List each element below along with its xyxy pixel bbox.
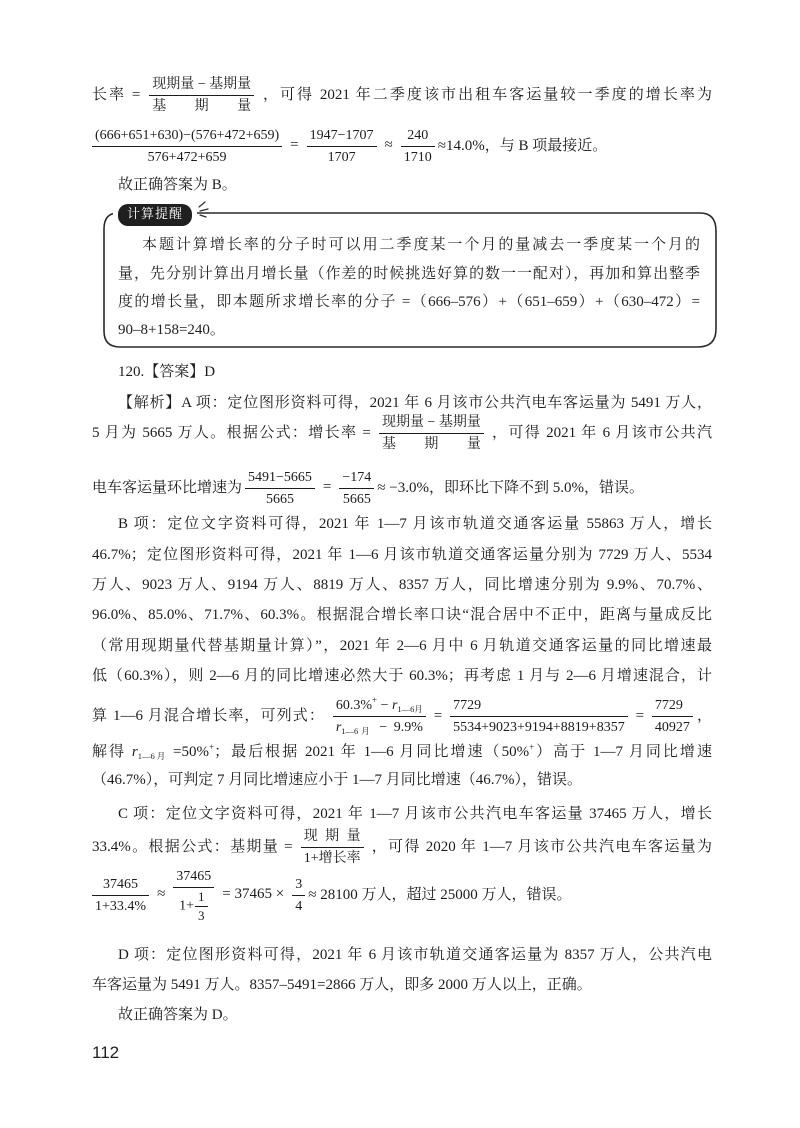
fraction-numerator: [333, 696, 426, 717]
fraction-denominator: [173, 888, 214, 924]
tip-line-text: 90–8+158=240。: [118, 322, 225, 338]
formula-denominator: 基期量: [381, 436, 481, 452]
option-c-calculation-line: [92, 862, 712, 928]
ratio-fraction-simplified: [652, 696, 693, 737]
formula-denominator: 基期量: [152, 98, 252, 114]
line-text: [92, 413, 712, 454]
line-text: [92, 126, 712, 167]
calc-fraction-2: [173, 867, 214, 924]
superscript-plus: +: [371, 694, 378, 705]
text-segment: −: [377, 697, 392, 713]
line-text: （常用现期量代替基期量计算）”，2021 年 2—6 月中 6 月轨道交通客运量的同比增速最: [92, 638, 712, 654]
ratio-fraction: [450, 696, 628, 737]
option-b-line: [118, 512, 712, 536]
fraction-denominator: 3: [198, 907, 205, 923]
line-text: 【解析】A 项：定位图形资料可得，2021 年 6 月该市公共汽电车客运量为 5491 万人，: [118, 395, 712, 411]
sparkle-icon: [199, 202, 208, 217]
tip-line-text: 量，先分别计算出月增长量（作差的时候挑选好算的数一一配对），再加和算出整季: [118, 266, 700, 282]
equals-sign: =: [290, 137, 299, 154]
q119-calculation-line: [92, 118, 712, 174]
subscript-months: 1—6月: [341, 725, 373, 736]
tip-line-text: 本题计算增长率的分子时可以用二季度某一个月的量减去一季度某一个月的: [142, 237, 700, 253]
superscript-plus: +: [529, 742, 535, 752]
text-segment: 60.3%: [335, 697, 372, 713]
fraction-denominator: 5665: [265, 491, 294, 507]
calc-fraction-2: [339, 468, 374, 509]
line-text: [92, 740, 712, 764]
option-b-line: [92, 664, 712, 688]
calc-fraction-1: [92, 126, 282, 167]
text-segment: ）高于 1—7 月同比增速: [534, 744, 712, 760]
calc-fraction-2: [307, 126, 377, 167]
text-segment: ，可得 2020 年 1—7 月该市公共汽电车客运量为: [371, 838, 713, 855]
text-segment: 5 月为 5665 万人。根据公式：增长率 =: [92, 424, 371, 441]
fraction-numerator: 1947−1707: [307, 126, 377, 147]
nested-fraction: [195, 889, 208, 924]
tip-line: [118, 290, 700, 314]
text-segment: 电车客运量环比增速为: [92, 479, 243, 496]
text-segment: 长率 =: [92, 86, 141, 103]
line-text: 万人、9023 万人、9194 万人、8819 万人、8357 万人，同比增速分别为 9.9%、70.7%、: [92, 577, 712, 593]
text-segment: ≈14.0%，与 B 项最接近。: [437, 137, 608, 154]
equals-sign: =: [322, 479, 332, 496]
option-b-line: [92, 573, 712, 597]
fraction-denominator: [333, 717, 426, 737]
calc-fraction-3: [292, 875, 305, 916]
formula-numerator: 现期量 − 基期量: [379, 413, 484, 434]
subscript-months: 1—6月: [397, 703, 423, 714]
option-b-line: [92, 543, 712, 567]
calc-fraction-1: [245, 468, 315, 509]
q120-heading: [118, 360, 712, 384]
formula-numerator: 现期量: [301, 827, 364, 848]
fraction-denominator: 576+472+659: [147, 149, 227, 165]
equals-sign: =: [433, 707, 443, 724]
fraction-numerator: 5491−5665: [245, 468, 315, 489]
superscript-plus: +: [209, 742, 215, 752]
option-b-mixed-rate-line: [92, 688, 712, 744]
page-number: 112: [92, 1043, 120, 1062]
formula-denominator: 1+增长率: [303, 850, 361, 866]
tip-label: 计算提醒: [118, 204, 192, 226]
formula-numerator: 现期量 − 基期量: [149, 75, 254, 96]
tip-label-wrapper: [113, 204, 197, 226]
line-text: （46.7%），可判定 7 月同比增速应小于 1—7 月同比增速（46.7%），错误。: [92, 772, 582, 788]
option-d-line: [92, 973, 712, 997]
fraction-numerator: 37465: [92, 875, 149, 896]
line-text: 46.7%；定位图形资料可得，2021 年 1—6 月该市轨道交通客运量分别为 7729 万人、5534: [92, 547, 712, 563]
fraction-numerator: 3: [292, 875, 305, 896]
line-text: C 项：定位文字资料可得，2021 年 1—7 月该市公共汽电车客运量 37465 万人，增长: [118, 806, 712, 822]
text-segment: =50%: [167, 744, 209, 760]
fraction-denominator: 5665: [342, 491, 371, 507]
fraction-denominator: 1707: [327, 149, 356, 165]
line-text: [92, 75, 712, 116]
text-segment: = 37465 ×: [222, 886, 285, 903]
line-text: 96.0%、85.0%、71.7%、60.3%。根据混合增长率口诀“混合居中不正中，距离与量成反比: [92, 607, 712, 623]
text-segment: ≈ 28100 万人，超过 25000 万人，错误。: [308, 886, 572, 903]
fraction-numerator: 240: [401, 126, 435, 147]
text-segment: 33.4%。根据公式：基期量 =: [92, 838, 293, 855]
fraction-denominator: 4: [295, 898, 303, 914]
option-b-line: [92, 603, 712, 627]
variable-r: r: [335, 719, 342, 735]
text-segment: 1+: [179, 898, 194, 914]
line-text: 车客运量为 5491 万人。8357–5491=2866 万人，即多 2000 万人以上，正确。: [92, 977, 592, 993]
q120-answer: [118, 1003, 712, 1027]
line-text: [92, 696, 712, 737]
fraction-denominator: 5534+9023+9194+8819+8357: [453, 719, 625, 735]
text-segment: − 9.9%: [372, 719, 423, 735]
text-segment: ，可得 2021 年二季度该市出租车客运量较一季度的增长率为: [262, 86, 712, 103]
fraction-denominator: 40927: [654, 719, 690, 735]
approx-sign: ≈: [384, 137, 393, 154]
fraction-numerator: −174: [339, 468, 374, 489]
fraction-numerator: 1: [195, 889, 208, 907]
tip-line: [118, 262, 700, 286]
option-b-result-line: [92, 740, 712, 764]
growth-rate-formula: [379, 413, 484, 454]
fraction-denominator: 1+33.4%: [95, 898, 147, 914]
option-a-calculation-line: [92, 460, 712, 516]
text-segment: ≈ −3.0%，即环比下降不到 5.0%，错误。: [377, 479, 644, 496]
fraction-numerator: 7729: [450, 696, 628, 717]
option-d-line: [118, 943, 712, 967]
option-a-formula-line: [92, 405, 712, 461]
answer-text: 故正确答案为 B。: [118, 177, 237, 193]
tip-line-text: 度的增长量，即本题所求增长率的分子 =（666–576）+（651–659）+（630–472）=: [118, 294, 700, 310]
tip-line: [142, 233, 700, 257]
answer-text: 故正确答案为 D。: [118, 1007, 238, 1023]
text-segment: 解得: [92, 744, 132, 760]
subscript-months: 1—6月: [137, 751, 168, 761]
approx-sign: ≈: [157, 886, 166, 903]
q119-formula-line: [92, 67, 712, 123]
calc-fraction-3: [401, 126, 435, 167]
text-segment: ，: [695, 707, 713, 724]
variable-r: r: [391, 697, 398, 713]
text-segment: 算 1—6 月混合增长率，可列式：: [92, 707, 325, 724]
fraction-numerator: 37465: [173, 867, 214, 888]
calc-fraction-1: [92, 875, 149, 916]
mixed-rate-fraction: [333, 696, 426, 737]
line-text: [92, 468, 712, 509]
fraction-numerator: (666+651+630)−(576+472+659): [92, 126, 282, 147]
heading-text: 120.【答案】D: [118, 364, 216, 380]
text-segment: ，可得 2021 年 6 月该市公共汽: [492, 424, 713, 441]
equals-sign: =: [635, 707, 645, 724]
line-text: [92, 867, 712, 924]
variable-r: r: [131, 744, 138, 760]
line-text: D 项：定位图形资料可得，2021 年 6 月该市轨道交通客运量为 8357 万人，公共汽电: [118, 947, 712, 963]
tip-line: [118, 318, 700, 342]
line-text: B 项：定位文字资料可得，2021 年 1—7 月该市轨道交通客运量 55863 万人，增长: [118, 516, 712, 532]
fraction-denominator: 1710: [403, 149, 432, 165]
line-text: 低（60.3%），则 2—6 月的同比增速必然大于 60.3%；再考虑 1 月与 2—6 月增速混合，计: [92, 668, 712, 684]
fraction-numerator: 7729: [652, 696, 693, 717]
option-b-line: [92, 634, 712, 658]
q119-answer: [118, 173, 712, 197]
text-segment: ；最后根据 2021 年 1—6 月同比增速（50%: [214, 744, 530, 760]
option-b-line: [92, 768, 712, 792]
growth-rate-formula: [149, 75, 254, 116]
